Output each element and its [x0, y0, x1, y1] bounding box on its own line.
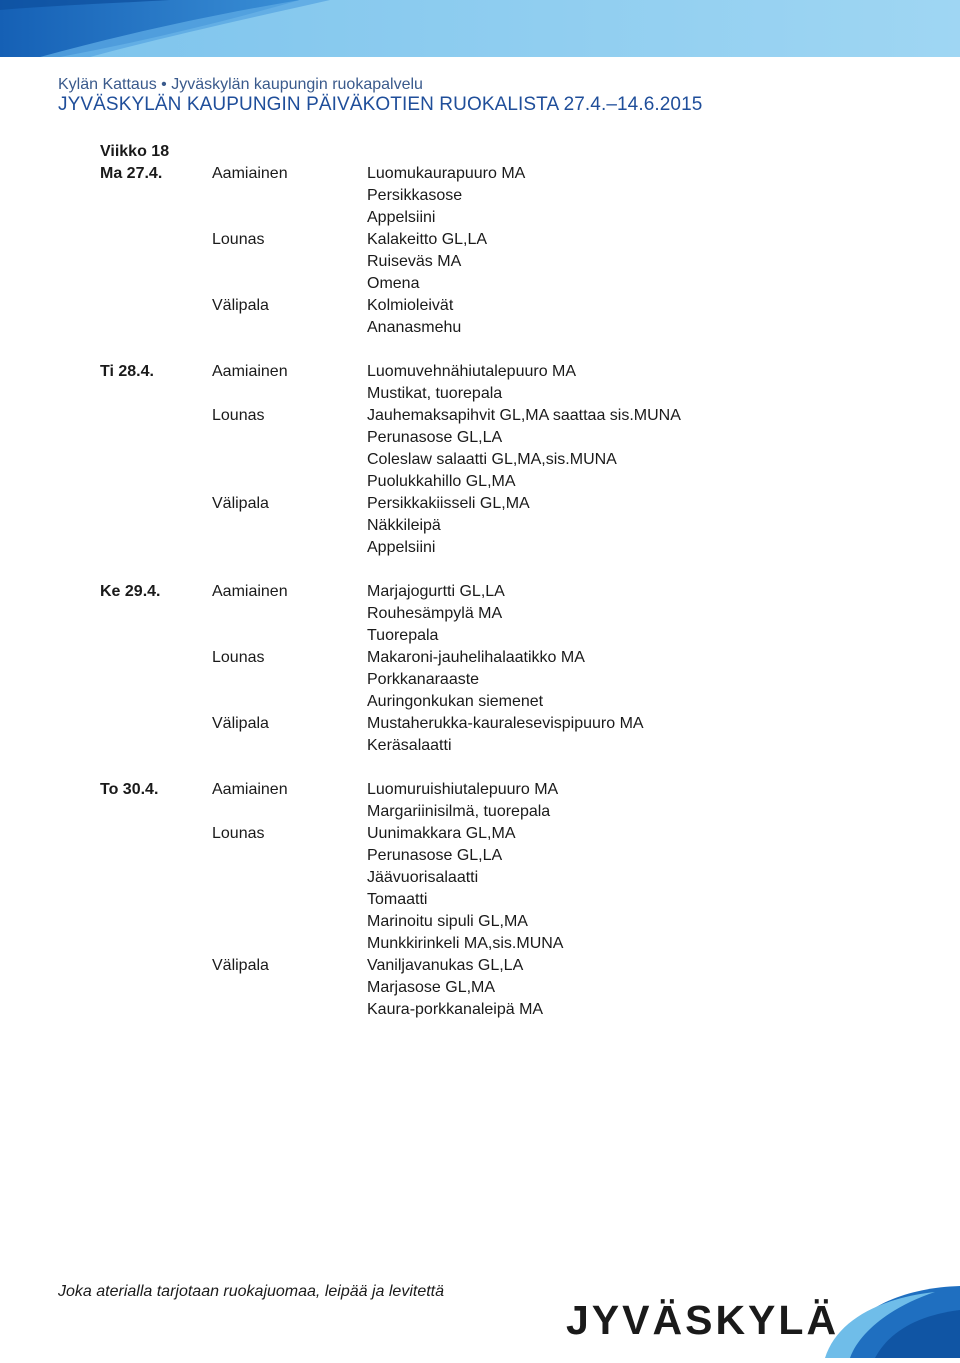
- menu-item: Vaniljavanukas GL,LA: [367, 957, 524, 974]
- menu-row: [100, 713, 800, 735]
- menu-item: Auringonkukan siemenet: [367, 693, 544, 710]
- menu-row: [100, 603, 800, 625]
- menu-item: Ananasmehu: [367, 319, 462, 336]
- menu-item: Perunasose GL,LA: [367, 429, 503, 446]
- menu-row: [100, 317, 800, 339]
- week-label: Viikko 18: [100, 143, 170, 160]
- day-block: [100, 581, 800, 757]
- banner-graphic: [0, 0, 960, 57]
- menu-row: [100, 163, 800, 185]
- meal-label: Välipala: [212, 957, 269, 974]
- menu-item: Munkkirinkeli MA,sis.MUNA: [367, 935, 564, 952]
- menu-item: Jäävuorisalaatti: [367, 869, 479, 886]
- meal-label: Lounas: [212, 649, 265, 666]
- menu-item: Margariinisilmä, tuorepala: [367, 803, 551, 820]
- menu-list: [100, 163, 800, 1043]
- menu-row: [100, 867, 800, 889]
- menu-row: [100, 493, 800, 515]
- menu-row: [100, 405, 800, 427]
- meal-label: Lounas: [212, 407, 265, 424]
- menu-row: [100, 669, 800, 691]
- menu-row: [100, 515, 800, 537]
- day-label: Ma 27.4.: [100, 165, 163, 182]
- menu-row: [100, 207, 800, 229]
- menu-row: [100, 581, 800, 603]
- menu-item: Porkkanaraaste: [367, 671, 480, 688]
- jyvaskyla-logo: JYVÄSKYLÄ: [566, 1297, 840, 1343]
- menu-item: Coleslaw salaatti GL,MA,sis.MUNA: [367, 451, 617, 468]
- menu-row: [100, 471, 800, 493]
- menu-item: Mustikat, tuorepala: [367, 385, 503, 402]
- organization-line: Kylän Kattaus • Jyväskylän kaupungin ruokapalvelu: [58, 76, 423, 93]
- menu-row: [100, 229, 800, 251]
- menu-item: Appelsiini: [367, 539, 436, 556]
- menu-item: Persikkasose: [367, 187, 463, 204]
- menu-item: Rouhesämpylä MA: [367, 605, 503, 622]
- menu-row: [100, 779, 800, 801]
- menu-row: [100, 383, 800, 405]
- meal-label: Aamiainen: [212, 363, 288, 380]
- menu-item: Puolukkahillo GL,MA: [367, 473, 516, 490]
- menu-item: Mustaherukka-kauralesevispipuuro MA: [367, 715, 644, 732]
- day-label: Ke 29.4.: [100, 583, 161, 600]
- menu-row: [100, 999, 800, 1021]
- menu-item: Appelsiini: [367, 209, 436, 226]
- menu-item: Tuorepala: [367, 627, 439, 644]
- menu-item: Uunimakkara GL,MA: [367, 825, 516, 842]
- menu-item: Luomuruishiutalepuuro MA: [367, 781, 559, 798]
- meal-label: Välipala: [212, 715, 269, 732]
- menu-item: Kolmioleivät: [367, 297, 454, 314]
- menu-row: [100, 647, 800, 669]
- corner-wave-graphic: [815, 1280, 960, 1358]
- menu-row: [100, 889, 800, 911]
- meal-label: Lounas: [212, 825, 265, 842]
- menu-item: Kaura-porkkanaleipä MA: [367, 1001, 544, 1018]
- menu-row: [100, 735, 800, 757]
- day-block: [100, 163, 800, 339]
- menu-row: [100, 823, 800, 845]
- day-label: Ti 28.4.: [100, 363, 154, 380]
- menu-item: Jauhemaksapihvit GL,MA saattaa sis.MUNA: [367, 407, 681, 424]
- header-banner: [0, 0, 960, 57]
- meal-label: Aamiainen: [212, 781, 288, 798]
- day-block: [100, 361, 800, 559]
- menu-row: [100, 361, 800, 383]
- menu-item: Luomuvehnähiutalepuuro MA: [367, 363, 577, 380]
- menu-item: Makaroni-jauhelihalaatikko MA: [367, 649, 585, 666]
- menu-item: Tomaatti: [367, 891, 428, 908]
- menu-item: Ruiseväs MA: [367, 253, 462, 270]
- menu-row: [100, 911, 800, 933]
- menu-row: [100, 449, 800, 471]
- meal-label: Välipala: [212, 297, 269, 314]
- menu-row: [100, 977, 800, 999]
- menu-row: [100, 845, 800, 867]
- menu-row: [100, 537, 800, 559]
- meal-label: Välipala: [212, 495, 269, 512]
- menu-row: [100, 427, 800, 449]
- menu-item: Marjajogurtti GL,LA: [367, 583, 505, 600]
- menu-item: Persikkakiisseli GL,MA: [367, 495, 530, 512]
- day-label: To 30.4.: [100, 781, 159, 798]
- meal-label: Lounas: [212, 231, 265, 248]
- menu-row: [100, 955, 800, 977]
- menu-item: Luomukaurapuuro MA: [367, 165, 526, 182]
- meal-label: Aamiainen: [212, 165, 288, 182]
- menu-item: Keräsalaatti: [367, 737, 452, 754]
- page-title: JYVÄSKYLÄN KAUPUNGIN PÄIVÄKOTIEN RUOKALISTA 27.4.–14.6.2015: [58, 94, 703, 115]
- menu-row: [100, 185, 800, 207]
- footer-note: Joka aterialla tarjotaan ruokajuomaa, leipää ja levitettä: [58, 1283, 445, 1300]
- menu-row: [100, 251, 800, 273]
- menu-item: Omena: [367, 275, 420, 292]
- menu-row: [100, 273, 800, 295]
- menu-item: Marjasose GL,MA: [367, 979, 496, 996]
- document-header: [58, 76, 702, 116]
- menu-row: [100, 933, 800, 955]
- meal-label: Aamiainen: [212, 583, 288, 600]
- day-block: [100, 779, 800, 1021]
- menu-row: [100, 295, 800, 317]
- menu-row: [100, 625, 800, 647]
- menu-row: [100, 801, 800, 823]
- menu-row: [100, 691, 800, 713]
- menu-item: Kalakeitto GL,LA: [367, 231, 488, 248]
- menu-item: Marinoitu sipuli GL,MA: [367, 913, 528, 930]
- menu-item: Perunasose GL,LA: [367, 847, 503, 864]
- menu-item: Näkkileipä: [367, 517, 441, 534]
